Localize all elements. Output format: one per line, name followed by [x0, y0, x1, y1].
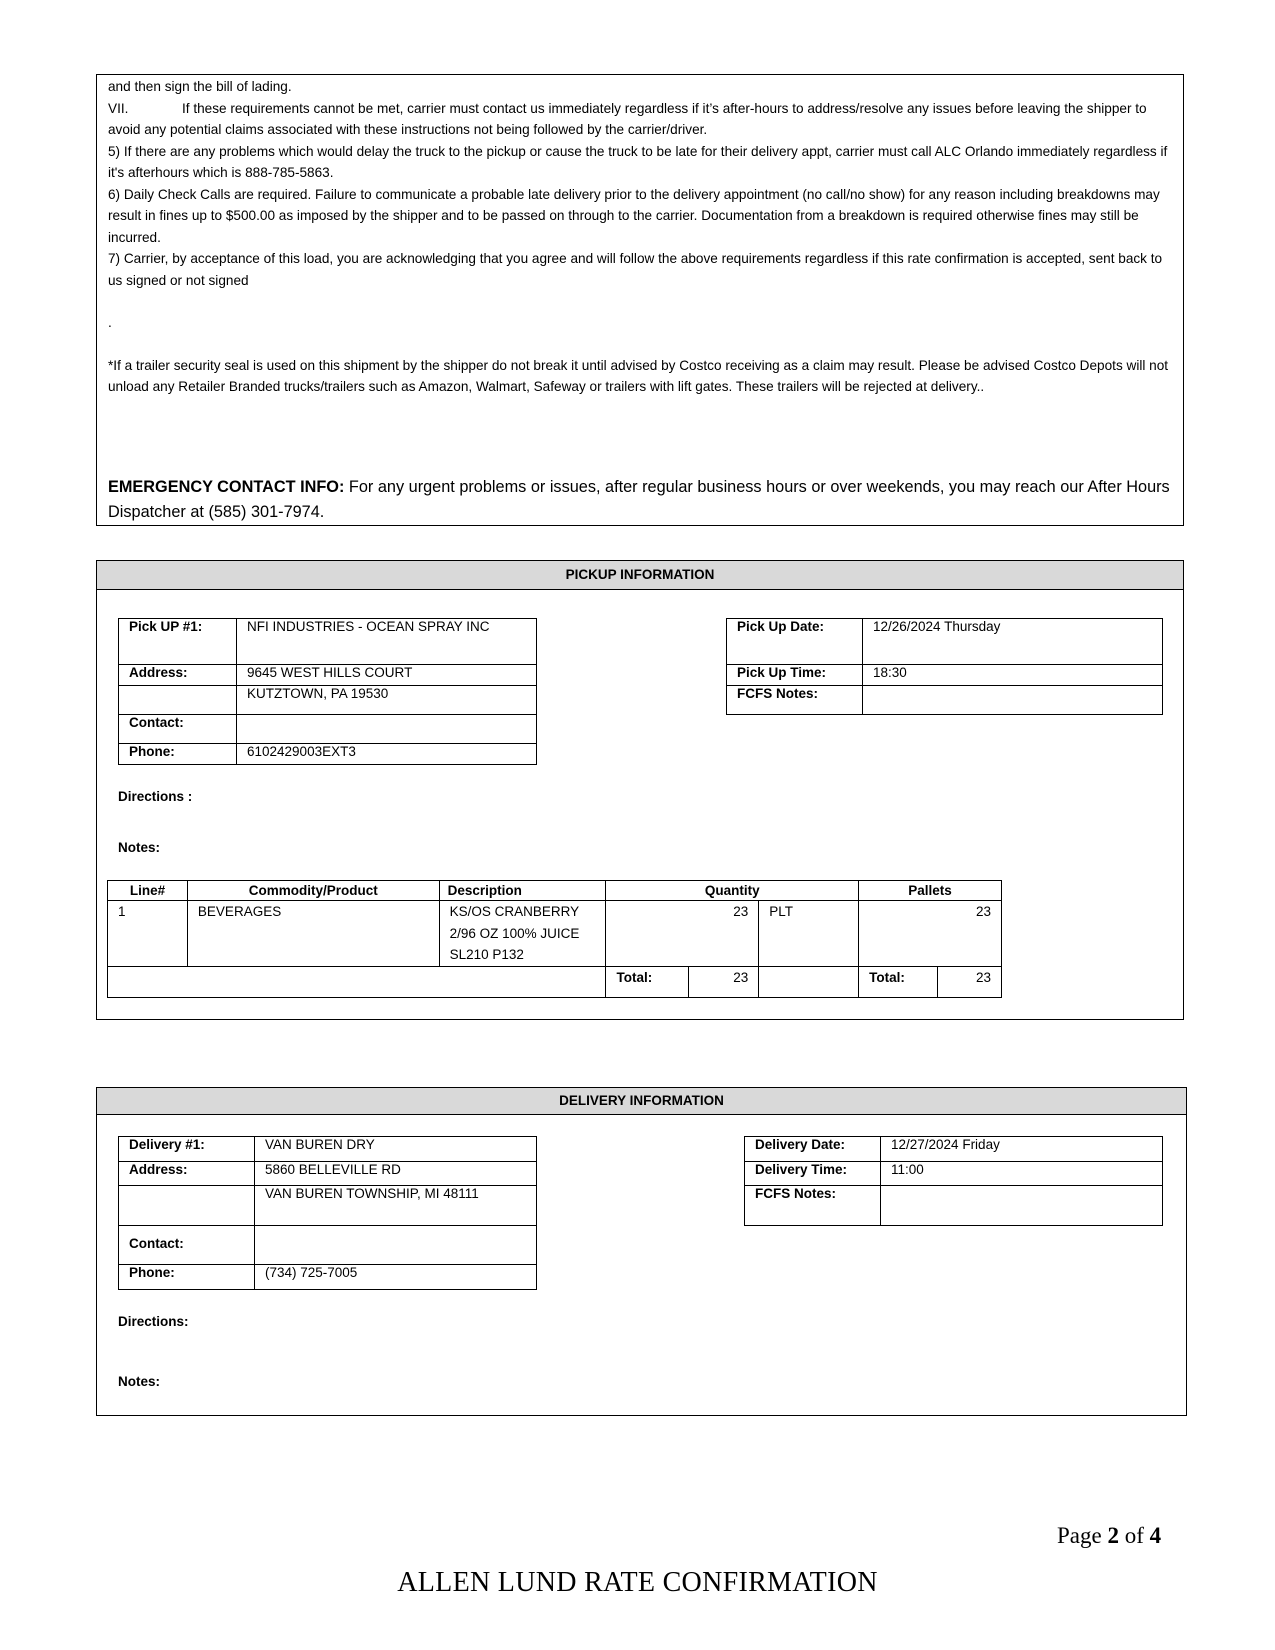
terms-box: [96, 74, 1184, 526]
seal-note: *If a trailer security seal is used on this shipment by the shipper do not break it until advised by Costco receiving as a claim may result. Please be advised Costco Depots will not unload any Retailer Branded trucks/trailers such as Amazon, Walmart, Safeway or trailers with lift gates. These trailers will be rejected at delivery..: [108, 357, 1169, 394]
description-line: SL210 P132: [449, 947, 524, 962]
delivery-contact-label: Contact:: [119, 1226, 255, 1265]
delivery-phone-label: Phone:: [119, 1265, 255, 1290]
footer-title: ALLEN LUND RATE CONFIRMATION: [397, 1567, 878, 1598]
delivery-phone-value: (734) 725-7005: [255, 1265, 537, 1290]
delivery-stop-label: Delivery #1:: [119, 1137, 255, 1162]
terms-point-6: 6) Daily Check Calls are required. Failure to communicate a probable late delivery prior to the delivery appointment (no call/no show) for any reason including breakdowns may result in fines up to $500.00 as imposed by the shipper and to be passed on through to the carrier. Documentation from a breakdown is required otherwise fines may still be incurred.: [108, 186, 1160, 245]
terms-point-7: 7) Carrier, by acceptance of this load, you are acknowledging that you agree and will follow the above requirements regardless if this rate confirmation is accepted, sent back to us signed or not signed: [108, 251, 1163, 288]
cell-commodity: BEVERAGES: [187, 901, 439, 967]
delivery-contact-value: [255, 1226, 537, 1265]
empty-cell: [119, 1186, 255, 1226]
terms-item-vii: [108, 98, 1173, 141]
col-header-quantity: Quantity: [606, 881, 859, 901]
roman-numeral: VII.: [108, 100, 129, 116]
delivery-time-value: 11:00: [881, 1162, 1163, 1186]
page-of: of: [1124, 1523, 1144, 1548]
emergency-text: For any urgent problems or issues, after regular business hours or over weekends, you may reach our After Hours Dispatcher at (585) 301-7974.: [108, 478, 1170, 521]
pickup-time-label: Pick Up Time:: [727, 665, 863, 686]
pickup-stop-value: NFI INDUSTRIES - OCEAN SPRAY INC: [237, 619, 537, 665]
pickup-time-value: 18:30: [863, 665, 1163, 686]
col-header-line: Line#: [108, 881, 188, 901]
delivery-stop-value: VAN BUREN DRY: [255, 1137, 537, 1162]
cell-quantity: 23: [606, 901, 759, 967]
table-row: [108, 901, 1002, 967]
emergency-label: EMERGENCY CONTACT INFO:: [108, 478, 345, 496]
page-number: [1057, 1523, 1161, 1549]
pickup-phone-label: Phone:: [119, 744, 237, 765]
delivery-notes-label: Notes:: [118, 1374, 161, 1389]
pickup-directions-label: Directions :: [118, 789, 193, 804]
pickup-location-table: [118, 618, 537, 765]
pickup-schedule-table: [726, 618, 1163, 715]
terms-dot: .: [108, 315, 112, 330]
spacer: [108, 291, 1173, 312]
delivery-fcfs-label: FCFS Notes:: [745, 1186, 881, 1226]
delivery-date-value: 12/27/2024 Friday: [881, 1137, 1163, 1162]
delivery-time-label: Delivery Time:: [745, 1162, 881, 1186]
delivery-header: DELIVERY INFORMATION: [97, 1088, 1186, 1115]
delivery-directions-label: Directions:: [118, 1314, 189, 1329]
empty-cell: [759, 966, 859, 997]
pickup-date-value: 12/26/2024 Thursday: [863, 619, 1163, 665]
pickup-header: PICKUP INFORMATION: [97, 561, 1183, 590]
col-header-pallets: Pallets: [859, 881, 1002, 901]
qty-total-label: Total:: [606, 966, 689, 997]
page-prefix: Page: [1057, 1523, 1102, 1548]
pickup-address-label: Address:: [119, 665, 237, 686]
pickup-contact-value: [237, 715, 537, 744]
description-line: 2/96 OZ 100% JUICE: [449, 925, 580, 941]
delivery-schedule-table: [744, 1136, 1163, 1226]
pickup-fcfs-label: FCFS Notes:: [727, 686, 863, 715]
spacer: [108, 334, 1173, 355]
pallets-total-value: 23: [938, 966, 1002, 997]
cell-line: 1: [108, 901, 188, 967]
pickup-contact-label: Contact:: [119, 715, 237, 744]
empty-cell: [108, 966, 606, 997]
pickup-fcfs-value: [863, 686, 1163, 715]
col-header-description: Description: [439, 881, 606, 901]
pallets-total-label: Total:: [859, 966, 938, 997]
emergency-contact: [108, 475, 1173, 525]
totals-row: [108, 966, 1002, 997]
col-header-commodity: Commodity/Product: [187, 881, 439, 901]
delivery-address-line1: 5860 BELLEVILLE RD: [255, 1162, 537, 1186]
pickup-address-line1: 9645 WEST HILLS COURT: [237, 665, 537, 686]
pickup-date-label: Pick Up Date:: [727, 619, 863, 665]
delivery-location-table: [118, 1136, 537, 1290]
terms-point-5: 5) If there are any problems which would delay the truck to the pickup or cause the truck to be late for their delivery appt, carrier must call ALC Orlando immediately regardless if it's afterhours which is 888-785-5863.: [108, 143, 1168, 180]
terms-item-vii-text: If these requirements cannot be met, carrier must contact us immediately regardless if it’s after-hours to address/resolve any issues before leaving the shipper to avoid any potential claims associated with these instructions not being followed by the carrier/driver.: [108, 100, 1147, 137]
page-current: 2: [1107, 1523, 1119, 1548]
delivery-address-line2: VAN BUREN TOWNSHIP, MI 48111: [255, 1186, 537, 1226]
empty-cell: [119, 686, 237, 715]
pickup-items-table: [107, 880, 1002, 998]
cell-pallets: 23: [859, 901, 1002, 967]
delivery-date-label: Delivery Date:: [745, 1137, 881, 1162]
pickup-notes-label: Notes:: [118, 840, 161, 855]
cell-description: [439, 901, 606, 967]
delivery-address-label: Address:: [119, 1162, 255, 1186]
pickup-address-line2: KUTZTOWN, PA 19530: [237, 686, 537, 715]
cell-unit: PLT: [759, 901, 859, 967]
terms-line: and then sign the bill of lading.: [108, 79, 292, 94]
delivery-fcfs-value: [881, 1186, 1163, 1226]
description-line: KS/OS CRANBERRY: [449, 904, 580, 919]
page-total: 4: [1149, 1523, 1162, 1548]
pickup-stop-label: Pick UP #1:: [119, 619, 237, 665]
pickup-phone-value: 6102429003EXT3: [237, 744, 537, 765]
qty-total-value: 23: [689, 966, 759, 997]
